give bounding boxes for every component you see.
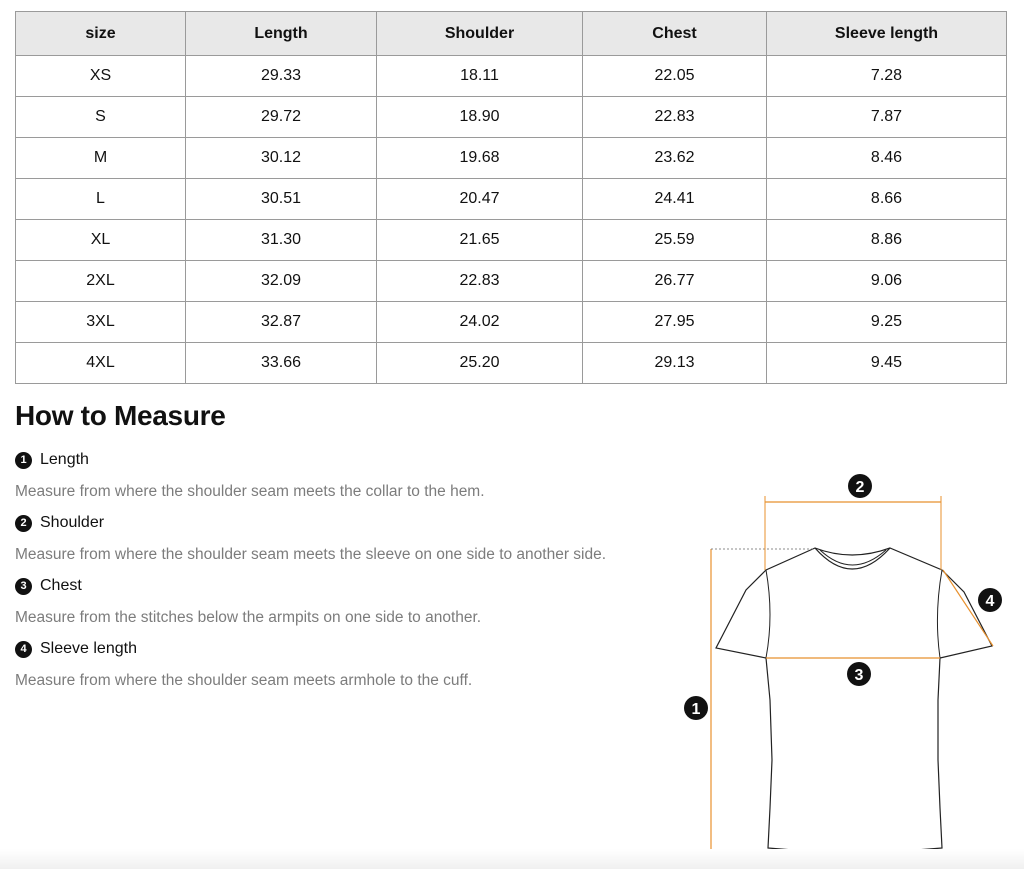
table-row [16,138,1007,179]
table-row [16,302,1007,343]
cell-chest: 22.05 [583,56,767,97]
cell-size: XL [16,220,186,261]
step-sleeve-length-heading [15,640,137,658]
number-3-icon: 3 [15,578,32,595]
cell-shoulder: 20.47 [377,179,583,220]
header-sleeve-length: Sleeve length [767,12,1007,56]
table-header-row [16,12,1007,56]
number-4-icon: 4 [15,641,32,658]
cell-shoulder: 19.68 [377,138,583,179]
cell-shoulder: 24.02 [377,302,583,343]
header-shoulder: Shoulder [377,12,583,56]
cell-chest: 26.77 [583,261,767,302]
cell-size: 4XL [16,343,186,384]
marker-3-icon [847,662,871,686]
marker-2-icon [848,474,872,498]
marker-4-icon [978,588,1002,612]
cell-size: XS [16,56,186,97]
cell-length: 29.72 [186,97,377,138]
table-row [16,179,1007,220]
table-row [16,220,1007,261]
cell-shoulder: 18.11 [377,56,583,97]
cell-sleeve-length: 9.06 [767,261,1007,302]
step-label: Sleeve length [40,640,137,657]
cell-sleeve-length: 8.86 [767,220,1007,261]
table-row [16,56,1007,97]
cell-length: 31.30 [186,220,377,261]
cell-sleeve-length: 9.25 [767,302,1007,343]
step-shoulder-heading [15,514,104,532]
cell-size: L [16,179,186,220]
cell-size: M [16,138,186,179]
marker-1-icon [684,696,708,720]
table-row [16,343,1007,384]
tshirt-measurement-diagram [676,466,1016,866]
step-description: Measure from the stitches below the armpits on one side to another. [15,609,482,626]
size-chart-table [15,11,1007,384]
cell-sleeve-length: 8.66 [767,179,1007,220]
step-label: Chest [40,577,82,594]
step-label: Shoulder [40,514,105,531]
step-chest-heading [15,577,82,595]
cell-size: 3XL [16,302,186,343]
header-length: Length [186,12,377,56]
svg-text:3: 3 [854,667,864,684]
bottom-fade [0,849,1024,869]
svg-text:1: 1 [691,701,701,718]
cell-length: 33.66 [186,343,377,384]
header-chest: Chest [583,12,767,56]
cell-chest: 23.62 [583,138,767,179]
step-label: Length [40,451,89,468]
cell-length: 29.33 [186,56,377,97]
cell-size: S [16,97,186,138]
step-description: Measure from where the shoulder seam meets armhole to the cuff. [15,672,473,689]
svg-text:2: 2 [855,479,865,496]
step-description: Measure from where the shoulder seam meets the sleeve on one side to another side. [15,546,607,563]
cell-length: 30.51 [186,179,377,220]
step-description: Measure from where the shoulder seam meets the collar to the hem. [15,483,485,500]
table-row [16,97,1007,138]
how-to-measure-title: How to Measure [15,400,226,431]
header-size: size [16,12,186,56]
cell-chest: 29.13 [583,343,767,384]
svg-text:4: 4 [985,593,995,610]
cell-sleeve-length: 9.45 [767,343,1007,384]
number-1-icon: 1 [15,452,32,469]
cell-chest: 27.95 [583,302,767,343]
cell-length: 32.87 [186,302,377,343]
cell-shoulder: 22.83 [377,261,583,302]
cell-chest: 22.83 [583,97,767,138]
step-length-heading [15,451,89,469]
cell-chest: 24.41 [583,179,767,220]
cell-length: 30.12 [186,138,377,179]
table-row [16,261,1007,302]
cell-length: 32.09 [186,261,377,302]
cell-sleeve-length: 8.46 [767,138,1007,179]
cell-size: 2XL [16,261,186,302]
cell-sleeve-length: 7.87 [767,97,1007,138]
cell-shoulder: 21.65 [377,220,583,261]
cell-chest: 25.59 [583,220,767,261]
cell-shoulder: 25.20 [377,343,583,384]
cell-shoulder: 18.90 [377,97,583,138]
cell-sleeve-length: 7.28 [767,56,1007,97]
number-2-icon: 2 [15,515,32,532]
tshirt-outline [716,548,992,852]
